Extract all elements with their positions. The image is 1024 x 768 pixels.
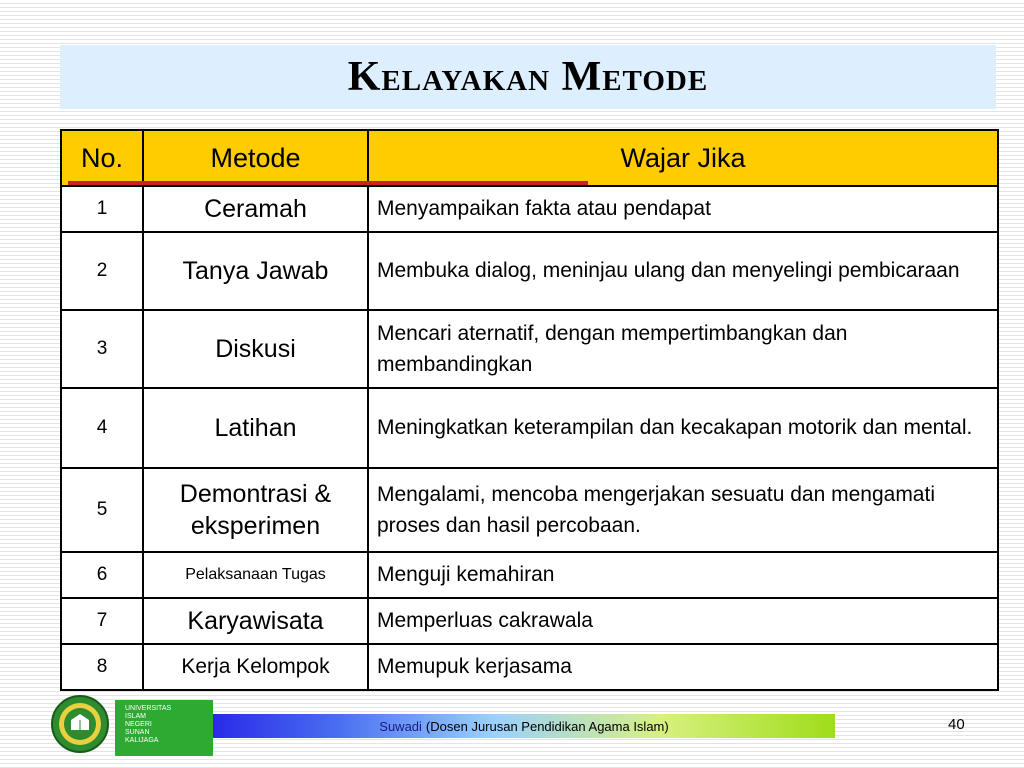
header-no: No. [61, 130, 143, 186]
method-condition: Memupuk kerjasama [368, 644, 998, 690]
table-row [61, 644, 998, 690]
header-condition: Wajar Jika [368, 130, 998, 186]
header-method: Metode [143, 130, 368, 186]
method-condition: Memperluas cakrawala [368, 598, 998, 644]
method-name: Latihan [143, 388, 368, 468]
table-header-row [61, 130, 998, 186]
institution-line: SUNAN [125, 729, 150, 736]
table-row [61, 598, 998, 644]
methods-table [60, 129, 999, 691]
slide-title: Kelayakan Metode [347, 54, 709, 100]
method-name: Pelaksanaan Tugas [143, 552, 368, 598]
institution-line: ISLAM [125, 713, 147, 720]
row-number: 7 [61, 598, 143, 644]
table-row [61, 310, 998, 388]
institution-line: NEGERI [125, 721, 152, 728]
institution-line: KALIJAGA [125, 737, 159, 744]
page-number: 40 [948, 716, 965, 733]
university-logo-icon [50, 694, 110, 754]
method-name: Karyawisata [143, 598, 368, 644]
table-row [61, 186, 998, 232]
method-name: Demontrasi & eksperimen [143, 468, 368, 552]
method-name: Tanya Jawab [143, 232, 368, 310]
title-box [60, 45, 996, 109]
table-row [61, 232, 998, 310]
table-row [61, 388, 998, 468]
method-condition: Mengalami, mencoba mengerjakan sesuatu dan mengamati proses dan hasil percobaan. [368, 468, 998, 552]
table-row [61, 552, 998, 598]
row-number: 6 [61, 552, 143, 598]
footer-author: Suwadi [379, 718, 422, 734]
institution-line: UNIVERSITAS [125, 705, 172, 712]
method-condition: Membuka dialog, meninjau ulang dan menyelingi pembicaraan [368, 232, 998, 310]
institution-label [115, 700, 213, 756]
method-condition: Meningkatkan keterampilan dan kecakapan motorik dan mental. [368, 388, 998, 468]
row-number: 1 [61, 186, 143, 232]
method-name: Kerja Kelompok [143, 644, 368, 690]
row-number: 4 [61, 388, 143, 468]
accent-underline [68, 181, 588, 185]
method-name: Ceramah [143, 186, 368, 232]
method-condition: Menguji kemahiran [368, 552, 998, 598]
table-row [61, 468, 998, 552]
footer-affiliation: (Dosen Jurusan Pendidikan Agama Islam) [425, 718, 669, 734]
method-name: Diskusi [143, 310, 368, 388]
row-number: 3 [61, 310, 143, 388]
row-number: 2 [61, 232, 143, 310]
row-number: 8 [61, 644, 143, 690]
row-number: 5 [61, 468, 143, 552]
footer-bar [213, 714, 835, 738]
method-condition: Mencari aternatif, dengan mempertimbangkan dan membandingkan [368, 310, 998, 388]
method-condition: Menyampaikan fakta atau pendapat [368, 186, 998, 232]
